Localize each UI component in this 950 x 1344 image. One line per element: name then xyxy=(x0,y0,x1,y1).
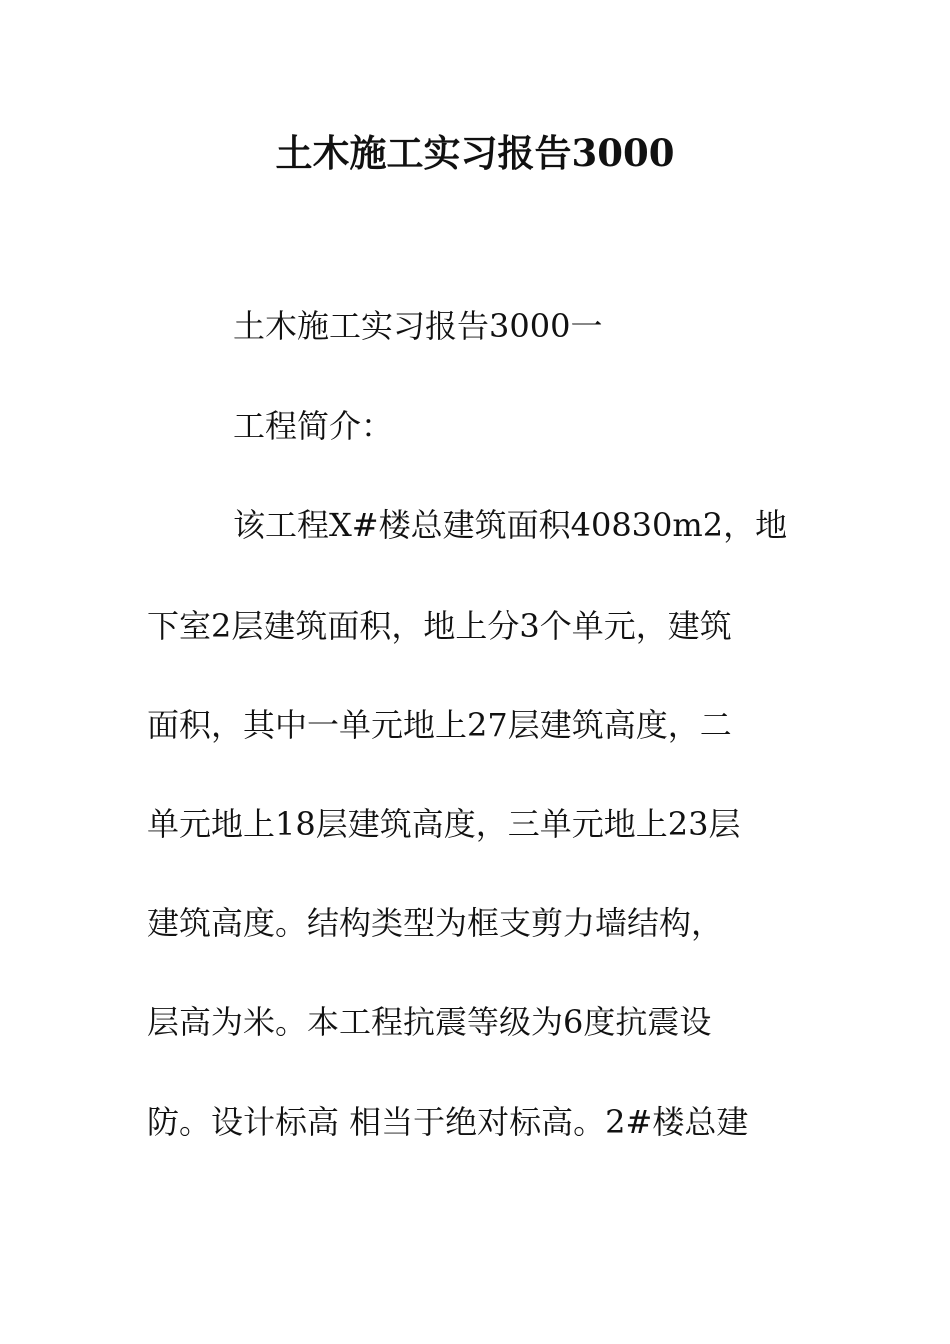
subtitle-line: 土木施工实习报告3000一 xyxy=(233,307,603,345)
paragraph-line-2: 下室2层建筑面积，地上分3个单元，建筑 xyxy=(147,607,732,645)
paragraph-line-7: 防。设计标高 相当于绝对标高。2#楼总建 xyxy=(147,1103,749,1141)
document-title: 土木施工实习报告3000 xyxy=(275,131,675,175)
paragraph-line-4: 单元地上18层建筑高度，三单元地上23层 xyxy=(147,805,741,843)
paragraph-line-6: 层高为米。本工程抗震等级为6度抗震设 xyxy=(147,1003,712,1041)
paragraph-line-5: 建筑高度。结构类型为框支剪力墙结构， xyxy=(147,904,724,942)
paragraph-line-1: 该工程X#楼总建筑面积40830m2，地 xyxy=(233,506,788,544)
section-heading: 工程简介： xyxy=(233,407,394,445)
paragraph-line-3: 面积，其中一单元地上27层建筑高度，二 xyxy=(147,706,732,744)
